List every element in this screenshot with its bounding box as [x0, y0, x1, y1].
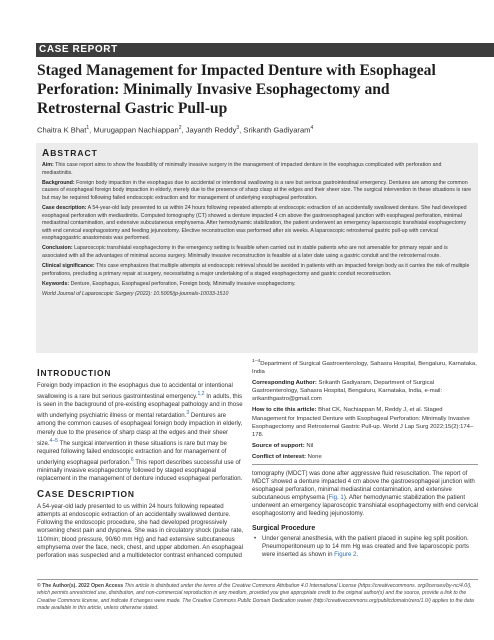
case-description-continued: tomography (MDCT) was done after aggressive fluid resuscitation. The report of MDCT showed a denture impacted 4 cm above the gastroesophageal junction with esophageal perforation, minimal mediastinal contamination, and extensive subcutaneous emphysema (Fig. 1). After hemodynamic stabilization the patient underwent an emergency laparoscopic transhiatal esophagectomy with end cervical esophagostomy and feeding jejunostomy.	[252, 470, 478, 518]
column-divider	[252, 464, 478, 465]
reference-link[interactable]: 1,2	[197, 391, 205, 398]
source-of-support: Source of support: Nil	[252, 442, 314, 449]
how-to-cite: How to cite this article: Bhat CK, Nachiappan M, Reddy J, et al. Staged Management for Impacted Denture with Esophageal Perforation: Minimally Invasive Esophagectomy and Retrosternal Gastric Pull-up. World J Lap Surg 2022;15(2):174–178.	[252, 407, 474, 438]
abstract-case-description: Case description: A 54-year-old lady presented to us within 24 hours following repeated attempts at endoscopic extraction of an accidentally swallowed denture. She had developed esophageal perforation with mediastinitis. Computed tomography (CT) showed a denture impacted 4 cm above the gastroesophageal junction with esophageal perforation, minimal mediastinal contamination, and extensive subcutaneous emphysema. After hemodynamic stabilization, the patient underwent an emergency laparoscopic transhiatal esophagectomy with end cervical esophagostomy and feeding jejunostomy. Elective reconstruction was performed after six weeks. A laparoscopic retrosternal gastric pull-up with cervical esophagogastric anastomosis was performed.	[42, 205, 467, 242]
author-name: Jayanth Reddy	[185, 125, 237, 135]
case-description-heading: CASE DESCRIPTION	[37, 489, 135, 501]
surgical-procedure-heading: Surgical Procedure	[252, 524, 316, 532]
journal-citation: World Journal of Laparoscopic Surgery (2022): 10.5005/jp-journals-10033-1510	[42, 291, 229, 298]
abstract-keywords: Keywords: Denture, Esophagus, Esophageal perforation, Foreign body, Minimally invasive esophagectomy.	[42, 280, 296, 287]
title-line-2: Perforation: Minimally Invasive Esophagectomy and	[37, 81, 390, 98]
left-column	[37, 362, 245, 560]
title-line-3: Retrosternal Gastric Pull-up	[37, 100, 228, 117]
author-name: Murugappan Nachiappan	[93, 125, 179, 135]
article-type-banner: CASE REPORT	[36, 43, 494, 57]
title-line-1: Staged Management for Impacted Denture with Esophageal	[37, 62, 436, 79]
abstract-heading: ABSTRACT	[42, 148, 98, 159]
author-name: Chaitra K Bhat	[37, 125, 87, 135]
right-column	[252, 358, 478, 559]
case-description-text: A 54-year-old lady presented to us within 24 hours following repeated attempts at endoscopic extraction of an accidentally swallowed denture. Following the endoscopic procedure, she had developed progressively worsening chest pain and dyspnea. She was in circulatory shock (pulse rate, 110/min; blood pressure, 90/60 mm Hg) and had extensive subcutaneous emphysema over the face, neck, chest, and upper abdomen. An esophageal perforation was suspected and a multidetector contrast enhanced computed	[37, 503, 244, 559]
author-affiliation-marker: 1	[86, 125, 90, 131]
article-title	[37, 61, 477, 118]
author-affiliation-marker: 4	[310, 125, 314, 131]
abstract-aim: Aim: This case report aims to show the feasibility of minimally invasive surgery in the management of impacted denture in the esophagus complicated with perforation and mediastinitis.	[42, 162, 442, 176]
reference-link[interactable]: 4–5	[49, 437, 59, 444]
introduction-text: Foreign body impaction in the esophagus due to accidental or intentional swallowing is a rare but serious gastrointestinal emergency.$^{1,2}$ In adults, this is seen in the background of pre-existing esophageal pathology and in those with underlying psychiatric illness or mental retardation.$^3$ Dentures are among the common causes of esophageal foreign body impaction in elderly, merely due to the presence of sharp clasp at the edges and their sheer size.$^{4-5}$ The surgical intervention in these situations is rare but may be required following failed endoscopic extraction and for management of underlying esophageal perforation.$^6$ This report describes successful use of minimally invasive esophagectomy followed by staged esophageal replacement in the management of denture induced esophageal perforation.	[37, 382, 243, 483]
introduction-heading: INTRODUCTION	[37, 368, 112, 379]
affiliation: $^{1-4}$Department of Surgical Gastroenterology, Sahasra Hospital, Bengaluru, Karnataka, India	[252, 359, 477, 376]
abstract-background: Background: Foreign body impaction in the esophagus due to accidental or intentional swallowing is a rare but serious gastrointestinal emergency. Dentures are among the common causes of esophageal foreign body impaction in elderly, merely due to the presence of sharp clasp at the edges and their sheer size. The surgical intervention in these situations is rare but may be required following failed endoscopic extraction and for management of underlying esophageal perforation.	[42, 179, 472, 201]
figure-link[interactable]: Figure 2	[334, 550, 357, 558]
author-list: Chaitra K Bhat$^1$, Murugappan Nachiappan$^2$, Jayanth Reddy$^3$, Srikanth Gadiyaram$^4$	[37, 125, 314, 135]
abstract-clinical-significance: Clinical significance: This case emphasizes that multiple attempts at endoscopic retrieval should be avoided in patients with an impacted foreign body as it carries the risk of multiple perforations, precluding a primary repair at surgery, necessitating a major undertaking of a staged esophagectomy and gastric conduit reconstruction.	[42, 263, 470, 277]
corresponding-author: Corresponding Author: Srikanth Gadiyaram, Department of Surgical Gastroenterology, Sahasra Hospital, Bengaluru, Karnataka, India, e-mail: srikanthgastro@gmail.com	[252, 380, 443, 403]
list-item: • Under general anesthesia, with the patient placed in supine leg split position. Pneumoperitoneum up to 14 mm Hg was created and five laparoscopic ports were inserted as shown in Figure 2.	[252, 535, 478, 559]
reference-link[interactable]: 6	[130, 456, 134, 463]
abstract-conclusion: Conclusion: Laparoscopic transhiatal esophagectomy in the emergency setting is feasible when carried out in stable patients who are not amenable for primary repair and is associated with all the advantages of minimal access surgery. Minimally invasive reconstruction is feasible at a later date using a gastric conduit and the retrosternal route.	[42, 245, 448, 259]
reference-link[interactable]: 3	[186, 410, 190, 417]
figure-link[interactable]: Fig. 1	[328, 494, 344, 502]
author-name: Srikanth Gadiyaram	[243, 125, 311, 135]
conflict-of-interest: Conflict of interest: None	[252, 453, 322, 460]
license-footer: © The Author(s). 2022 Open Access This article is distributed under the terms of the Creative Commons Attribution 4.0 International License (https://creativecommons. org/licenses/by-nc/4.0/), which permits unrestricted use, distribution, and non-commercial reproduction in any medium, provided you give appropriate credit to the original author(s) and the source, provide a link to the Creative Commons license, and indicate if changes were made. The Creative Commons Public Domain Dedication waiver (http://creativecommons.org/publicdomain/zero/1.0/) applies to the data made available in this article, unless otherwise stated.	[37, 579, 478, 613]
author-affiliation-marker: 2	[178, 125, 182, 131]
abstract-box	[36, 143, 478, 353]
author-affiliation-marker: 3	[236, 125, 240, 131]
